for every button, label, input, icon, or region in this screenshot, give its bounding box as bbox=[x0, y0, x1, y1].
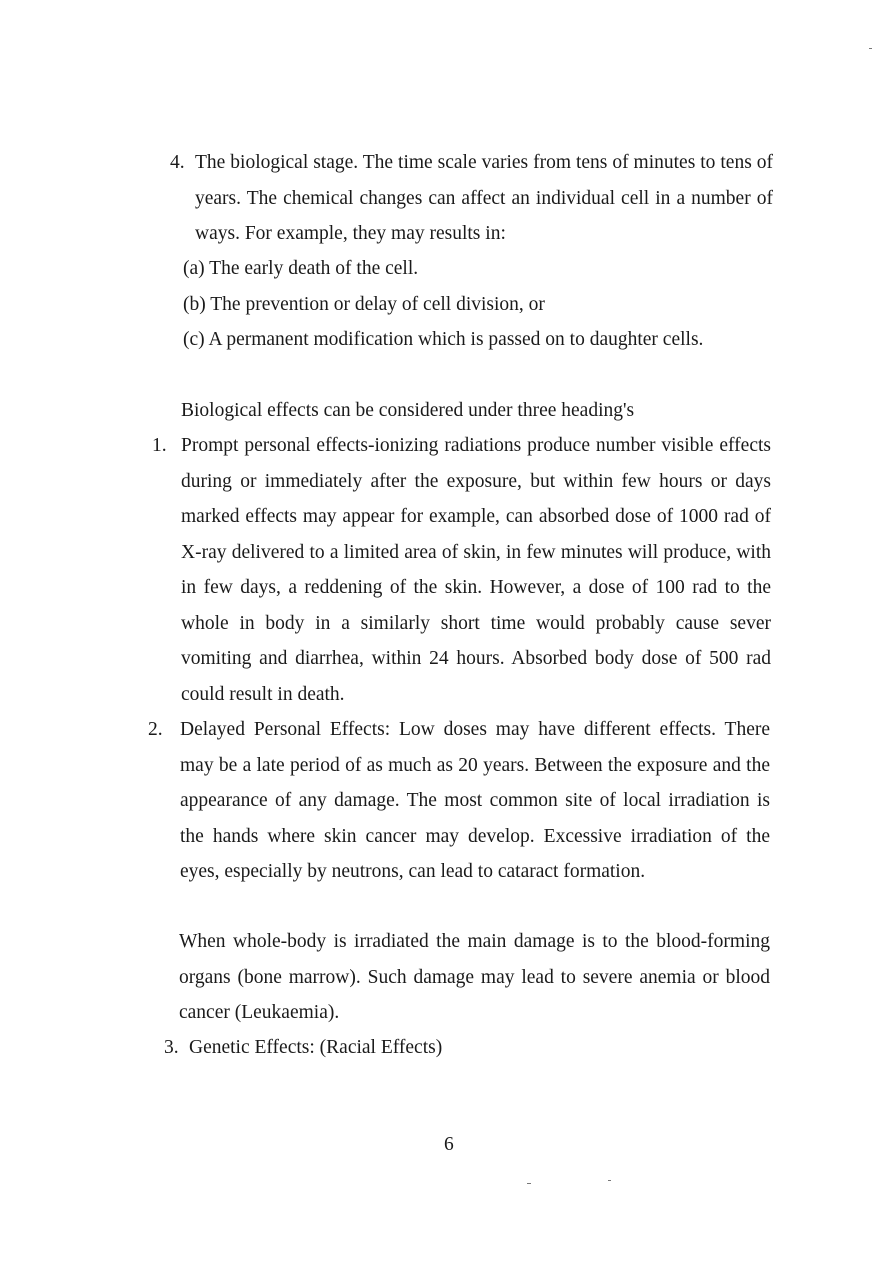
subitem-b: (b) The prevention or delay of cell division, or bbox=[183, 294, 545, 315]
scan-speck bbox=[869, 48, 872, 49]
item-4-text: The biological stage. The time scale varies from tens of minutes to tens of years. The chemical changes can affect an individual cell in a number of ways. For example, they may results in: bbox=[195, 152, 773, 244]
headings-intro: Biological effects can be considered under three heading's bbox=[181, 400, 635, 421]
heading-3-number: 3. bbox=[164, 1037, 179, 1058]
heading-2-continuation: When whole-body is irradiated the main damage is to the blood-forming organs (bone marrow). Such damage may lead to severe anemia or blood cancer (Leukaemia). bbox=[179, 931, 770, 1023]
heading-1-text: Prompt personal effects-ionizing radiations produce number visible effects during or immediately after the exposure, but within few hours or days marked effects may appear for example, can absorbed dose of 1000 rad of X-ray delivered to a limited area of skin, in few minutes will produce, with in few days, a reddening of the skin. However, a dose of 100 rad to the whole in body in a similarly short time would probably cause sever vomiting and diarrhea, within 24 hours. Absorbed body dose of 500 rad could result in death. bbox=[181, 435, 771, 705]
page-number: 6 bbox=[444, 1134, 454, 1155]
heading-3-text: Genetic Effects: (Racial Effects) bbox=[189, 1037, 443, 1058]
heading-2-number: 2. bbox=[148, 719, 163, 740]
scan-speck bbox=[527, 1183, 531, 1184]
heading-1-number: 1. bbox=[152, 435, 167, 456]
scan-speck bbox=[608, 1180, 611, 1181]
heading-2-text: Delayed Personal Effects: Low doses may have different effects. There may be a late period of as much as 20 years. Between the exposure and the appearance of any damage. The most common site of local irradiation is the hands where skin cancer may develop. Excessive irradiation of the eyes, especially by neutrons, can lead to cataract formation. bbox=[180, 719, 770, 882]
subitem-c: (c) A permanent modification which is passed on to daughter cells. bbox=[183, 329, 704, 350]
subitem-a: (a) The early death of the cell. bbox=[183, 258, 419, 279]
item-4-number: 4. bbox=[170, 152, 185, 173]
